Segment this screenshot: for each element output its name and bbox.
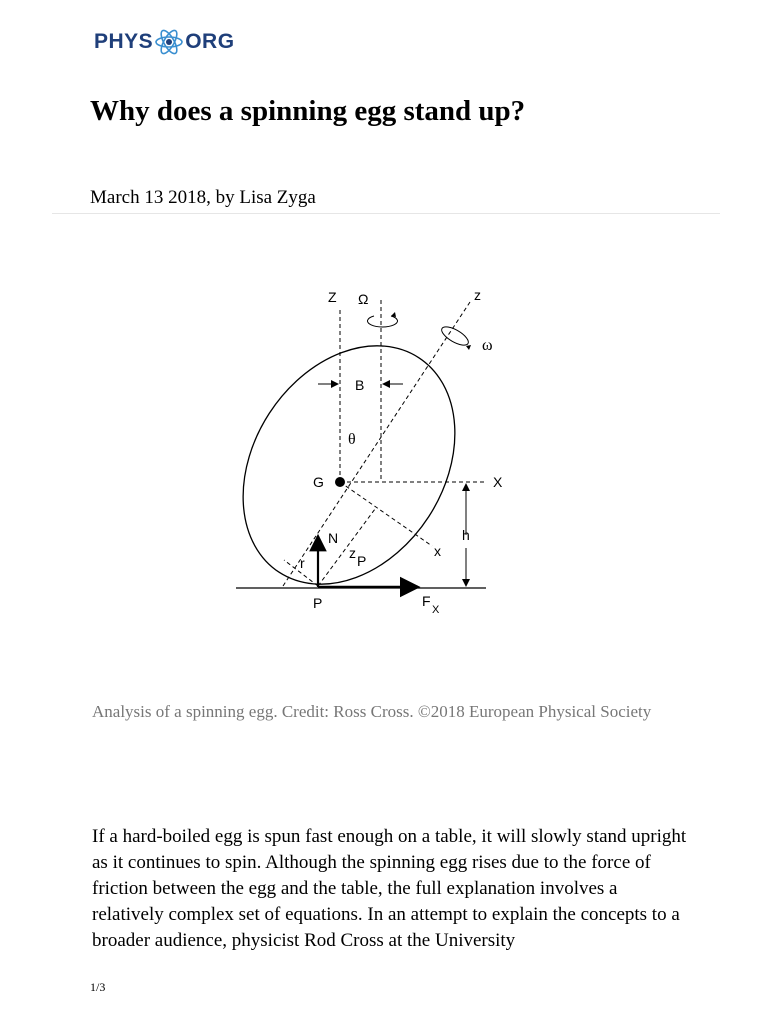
article-body-paragraph: If a hard-boiled egg is spun fast enough on a table, it will slowly stand upright as it continues to spin. Although the spinning egg rises due to the force of friction between the egg and the table, the full explanation involves a relatively complex set of equations. In an attempt to explain the concepts to a broader audience, physicist Rod Cross at the University — [92, 826, 687, 951]
egg-outline — [200, 306, 498, 624]
label-P: P — [313, 595, 323, 611]
atom-icon — [154, 27, 184, 57]
label-zP: z — [349, 545, 356, 561]
logo-phys-text: PHYS — [94, 30, 154, 53]
omega-spin-icon — [439, 323, 471, 350]
x-line — [340, 482, 432, 546]
label-N: N — [328, 530, 339, 546]
label-r: r — [300, 555, 305, 571]
article-title: Why does a spinning egg stand up? — [90, 95, 526, 127]
header-divider — [52, 213, 720, 214]
site-logo[interactable] — [94, 24, 235, 60]
omega-rotation-icon — [368, 312, 398, 327]
logo-org-text: ORG — [185, 30, 235, 53]
label-zP-sub: P — [357, 553, 367, 569]
label-Fx-sub: X — [432, 604, 440, 616]
label-X: X — [493, 474, 503, 490]
center-of-mass-point — [335, 477, 345, 487]
article-byline: March 13 2018, by Lisa Zyga — [90, 187, 316, 208]
label-omega: ω — [482, 337, 493, 354]
spinning-egg-diagram — [200, 270, 540, 630]
label-Omega: Ω — [358, 291, 369, 307]
page-number: 1/3 — [90, 980, 106, 994]
label-B: B — [355, 377, 365, 393]
label-G: G — [313, 474, 324, 490]
label-theta: θ — [348, 431, 356, 448]
figure-caption: Analysis of a spinning egg. Credit: Ross Cross. ©2018 European Physical Society — [92, 702, 652, 721]
label-z: z — [474, 287, 481, 303]
label-Fx: F — [422, 593, 431, 609]
label-x: x — [434, 543, 441, 559]
label-Z: Z — [328, 289, 337, 305]
label-h: h — [462, 527, 470, 543]
egg-axis — [283, 302, 470, 586]
